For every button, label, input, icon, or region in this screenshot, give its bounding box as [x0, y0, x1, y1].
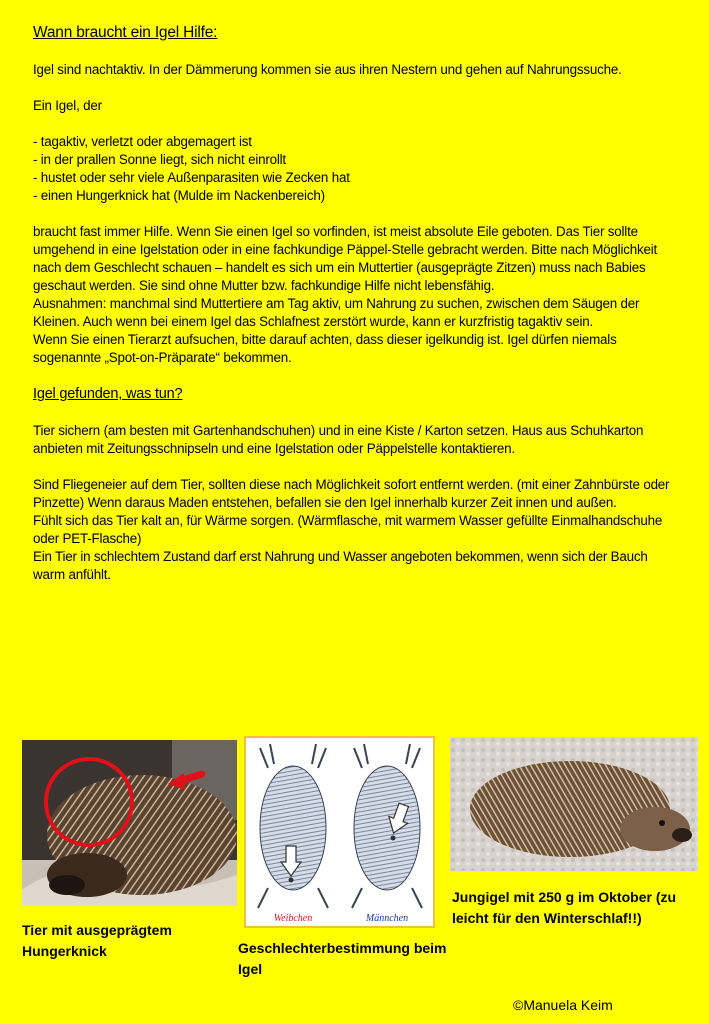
caption-young-hedgehog: Jungigel mit 250 g im Oktober (zu leicht für den Winterschlaf!!) — [452, 889, 677, 926]
symptom-item: - in der prallen Sonne liegt, sich nicht einrollt — [33, 152, 286, 167]
heading-found-hedgehog: Igel gefunden, was tun? — [33, 386, 183, 402]
copyright-notice: ©Manuela Keim — [513, 997, 613, 1013]
article-text — [33, 24, 683, 584]
hedgehog-hungerknick-photo — [22, 740, 237, 906]
symptom-item: - tagaktiv, verletzt oder abgemagert ist — [33, 134, 252, 149]
sex-determination-diagram — [244, 736, 435, 928]
vet-paragraph: Wenn Sie einen Tierarzt aufsuchen, bitte darauf achten, dass dieser igelkundig ist. Igel dürfen niemals sogenannte „Spot-on-Präparate“ bekommen. — [33, 332, 617, 365]
feeding-paragraph: Ein Tier in schlechtem Zustand darf erst Nahrung und Wasser angeboten bekommen, wenn sich der Bauch warm anfühlt. — [33, 549, 648, 582]
symptom-item: - hustet oder sehr viele Außenparasiten wie Zecken hat — [33, 170, 350, 185]
warmth-paragraph: Fühlt sich das Tier kalt an, für Wärme sorgen. (Wärmflasche, mit warmem Wasser gefüllte Einmalhandschuhe oder PET-Flasche) — [33, 513, 663, 546]
young-hedgehog-photo — [450, 737, 698, 871]
secure-paragraph: Tier sichern (am besten mit Gartenhandschuhen) und in eine Kiste / Karton setzen. Haus aus Schuhkarton anbieten mit Zeitungsschnipseln und eine Igelstation oder Päppelstelle kontaktieren. — [33, 423, 644, 456]
lead-line: Ein Igel, der — [33, 98, 102, 113]
body-paragraph: braucht fast immer Hilfe. Wenn Sie einen Igel so vorfinden, ist meist absolute Eile geboten. Das Tier sollte umgehend in eine Igelstation oder in eine fachkundige Päppel-Stelle gebracht werden. Bitte nach Möglichkeit nach dem Geschlecht schauen – handelt es sich um ein Muttertier (ausgeprägte Zitzen) muss nach Babies geschaut werden. Sie sind ohne Mutter bzw. fachkundige Hilfe nicht lebensfähig. — [33, 224, 657, 293]
symptom-list — [33, 133, 683, 205]
female-label: Weibchen — [273, 913, 313, 924]
symptom-item: - einen Hungerknick hat (Mulde im Nackenbereich) — [33, 188, 325, 203]
intro-paragraph: Igel sind nachtaktiv. In der Dämmerung kommen sie aus ihren Nestern und gehen auf Nahrungssuche. — [33, 62, 622, 77]
male-label: Männchen — [365, 913, 409, 924]
fly-eggs-paragraph: Sind Fliegeneier auf dem Tier, sollten diese nach Möglichkeit sofort entfernt werden. (mit einer Zahnbürste oder Pinzette) Wenn daraus Maden entstehen, befallen sie den Igel innerhalb kurzer Zeit innen und außen. — [33, 477, 670, 510]
heading-when-help: Wann braucht ein Igel Hilfe: — [33, 24, 218, 41]
exceptions-paragraph: Ausnahmen: manchmal sind Muttertiere am Tag aktiv, um Nahrung zu suchen, zwischen dem Säugen der Kleinen. Auch wenn bei einem Igel das Schlafnest zerstört wurde, kann er kurzfristig tagaktiv sein. — [33, 296, 640, 329]
caption-hungerknick: Tier mit ausgeprägtem Hungerknick — [22, 922, 172, 959]
caption-sex-determination: Geschlechterbestimmung beim Igel — [238, 940, 447, 977]
